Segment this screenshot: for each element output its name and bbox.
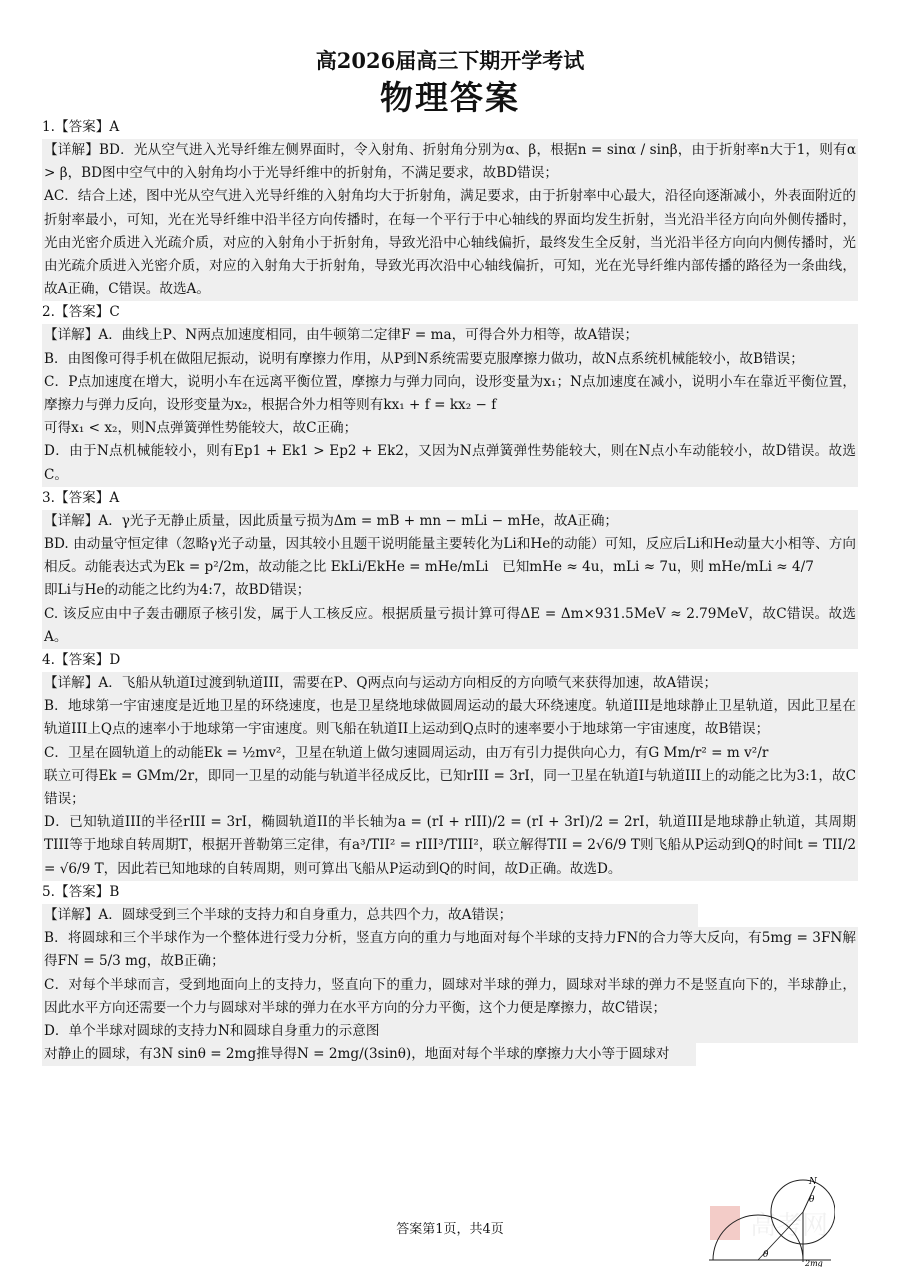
answer-4: 4.【答案】D xyxy=(42,652,121,669)
detail-5-b: B．将圆球和三个半球作为一个整体进行受力分析，竖直方向的重力与地面对每个半球的支持力FN的合力等大反向，有5mg = 3FN解得FN = 5/3 mg，故B正确； xyxy=(44,930,856,970)
detail-2-a: 【详解】A．曲线上P、N两点加速度相同，由牛顿第二定律F = ma，可得合外力相等，故A错误； xyxy=(44,327,639,344)
detail-3-a: 【详解】A．γ光子无静止质量，因此质量亏损为Δm = mB + mn − mLi − mHe，故A正确； xyxy=(44,512,619,529)
detail-2-c: C．P点加速度在增大，说明小车在远离平衡位置，摩擦力与弹力同向，设形变量为x₁；N点加速度在减小，说明小车在靠近平衡位置，摩擦力与弹力反向，设形变量为x₂，根据合外力相等则有kx₁ + f = kx₂ − f xyxy=(44,373,856,414)
detail-2 xyxy=(42,324,858,486)
detail-3-bd2: 即Li与He的动能之比约为4:7，故BD错误； xyxy=(44,582,311,599)
detail-4-d: D．已知轨道III的半径rIII = 3rI，椭圆轨道II的半长轴为a = (rI + rIII)/2 = (rI + 3rI)/2 = 2rI，轨道III是地球静止轨道，其周期TIII等于地球自转周期T，根据开普勒第三定律，有a³/TII² = rIII³/TIII²，联立解得TII = 2√6/9 T则飞船从P运动到Q的时间t = TII/2 = √6/9 T，因此若已知地球的自转周期，则可算出飞船从P运动到Q的时间，故D正确。故选D。 xyxy=(44,814,856,877)
label-n: N xyxy=(809,1177,817,1187)
detail-5-c: C．对每个半球而言，受到地面向上的支持力，竖直向下的重力，圆球对半球的弹力，圆球对半球的弹力不是竖直向下的，半球静止，因此水平方向还需要一个力与圆球对半球的弹力在水平方向的分力平衡，这个力便是摩擦力，故C错误； xyxy=(44,976,856,1016)
detail-5-a: 【详解】A．圆球受到三个半球的支持力和自身重力，总共四个力，故A错误； xyxy=(44,906,513,923)
label-2mg: 2mg xyxy=(805,1259,823,1267)
detail-5 xyxy=(42,904,698,927)
detail-4-c: C．卫星在圆轨道上的动能Ek = ½mv²，卫星在轨道上做匀速圆周运动，由万有引力提供向心力，有G Mm/r² = m v²/r xyxy=(44,744,769,761)
label-theta-2: θ xyxy=(763,1250,769,1260)
detail-1-bd: 【详解】BD．光从空气进入光导纤维左侧界面时，令入射角、折射角分别为α、β，根据n = sinα / sinβ，由于折射率n大于1，则有α > β，BD图中空气中的入射角均小于光导纤维中的折射角，不满足要求，故BD错误； xyxy=(44,142,856,182)
detail-3-bd: BD. 由动量守恒定律（忽略γ光子动量，因其较小且题干说明能量主要转化为Li和He的动能）可知，反应后Li和He动量大小相等、方向相反。动能表达式为Ek = p²/2m，故动能之比 EkLi/EkHe = mHe/mLi 已知mHe ≈ 4u，mLi ≈ 7u，则 mHe/mLi ≈ 4/7 xyxy=(44,536,856,576)
detail-3 xyxy=(42,510,858,649)
detail-1-ac: AC．结合上述，图中光从空气进入光导纤维的入射角均大于折射角，满足要求，由于折射率中心最大，沿径向逐渐减小，外表面附近的折射率最小，可知，光在光导纤维中沿半径方向传播时，在每一个平行于中心轴线的界面均发生折射，当光沿半径方向向外侧传播时，光由光密介质进入光疏介质，对应的入射角小于折射角，导致光沿中心轴线偏折，最终发生全反射，当光沿半径方向向内侧传播时，光由光疏介质进入光密介质，对应的入射角大于折射角，导致光再次沿中心轴线偏折，可知，光在光导纤维内部传播的路径为一条曲线，故A正确，C错误。故选A。 xyxy=(44,188,856,298)
exam-title: 高2026届高三下期开学考试 xyxy=(315,48,585,73)
detail-1 xyxy=(42,139,858,301)
detail-5-d2: 对静止的圆球，有3N sinθ = 2mg推导得N = 2mg/(3sinθ)，地面对每个半球的摩擦力大小等于圆球对 xyxy=(44,1046,670,1063)
detail-5-rest xyxy=(42,927,858,1043)
detail-4-a: 【详解】A．飞船从轨道I过渡到轨道III，需要在P、Q两点向与运动方向相反的方向喷气来获得加速，故A错误； xyxy=(44,675,718,692)
answer-content xyxy=(42,116,858,1066)
page-footer: 答案第1页，共4页 xyxy=(396,1222,504,1237)
answer-2: 2.【答案】C xyxy=(42,304,120,321)
watermark-text: 高考网 xyxy=(750,1211,829,1241)
detail-2-c2: 可得x₁ < x₂，则N点弹簧弹性势能较大，故C正确； xyxy=(44,420,358,437)
answer-5: 5.【答案】B xyxy=(42,883,120,900)
detail-2-d: D．由于N点机械能较小，则有Ep1 + Ek1 > Ep2 + Ek2，又因为N点弹簧弹性势能较大，则在N点小车动能较小，故D错误。故选C。 xyxy=(44,443,856,483)
detail-4-b: B．地球第一宇宙速度是近地卫星的环绕速度，也是卫星绕地球做圆周运动的最大环绕速度。轨道III是地球静止卫星轨道，因此卫星在轨道III上Q点的速率小于地球第一宇宙速度。则飞船在轨道II上运动到Q点时的速率要小于地球第一宇宙速度，故B错误； xyxy=(44,698,856,738)
detail-4 xyxy=(42,672,858,881)
detail-5-d: D．单个半球对圆球的支持力N和圆球自身重力的示意图 xyxy=(44,1022,380,1039)
detail-5-tail xyxy=(42,1043,696,1066)
detail-2-b: B．由图像可得手机在做阻尼振动，说明有摩擦力作用，从P到N系统需要克服摩擦力做功，故N点系统机械能较小，故B错误； xyxy=(44,350,804,367)
label-theta: θ xyxy=(809,1195,815,1205)
answer-1: 1.【答案】A xyxy=(42,119,120,135)
subject-title: 物理答案 xyxy=(380,78,520,117)
detail-3-c: C. 该反应由中子轰击硼原子核引发，属于人工核反应。根据质量亏损计算可得ΔE = Δm×931.5MeV ≈ 2.79MeV，故C错误。故选A。 xyxy=(44,605,856,645)
answer-3: 3.【答案】A xyxy=(42,489,120,506)
detail-4-c2: 联立可得Ek = GMm/2r，即同一卫星的动能与轨道半径成反比，已知rIII = 3rI，同一卫星在轨道I与轨道III上的动能之比为3:1，故C错误； xyxy=(44,767,856,808)
